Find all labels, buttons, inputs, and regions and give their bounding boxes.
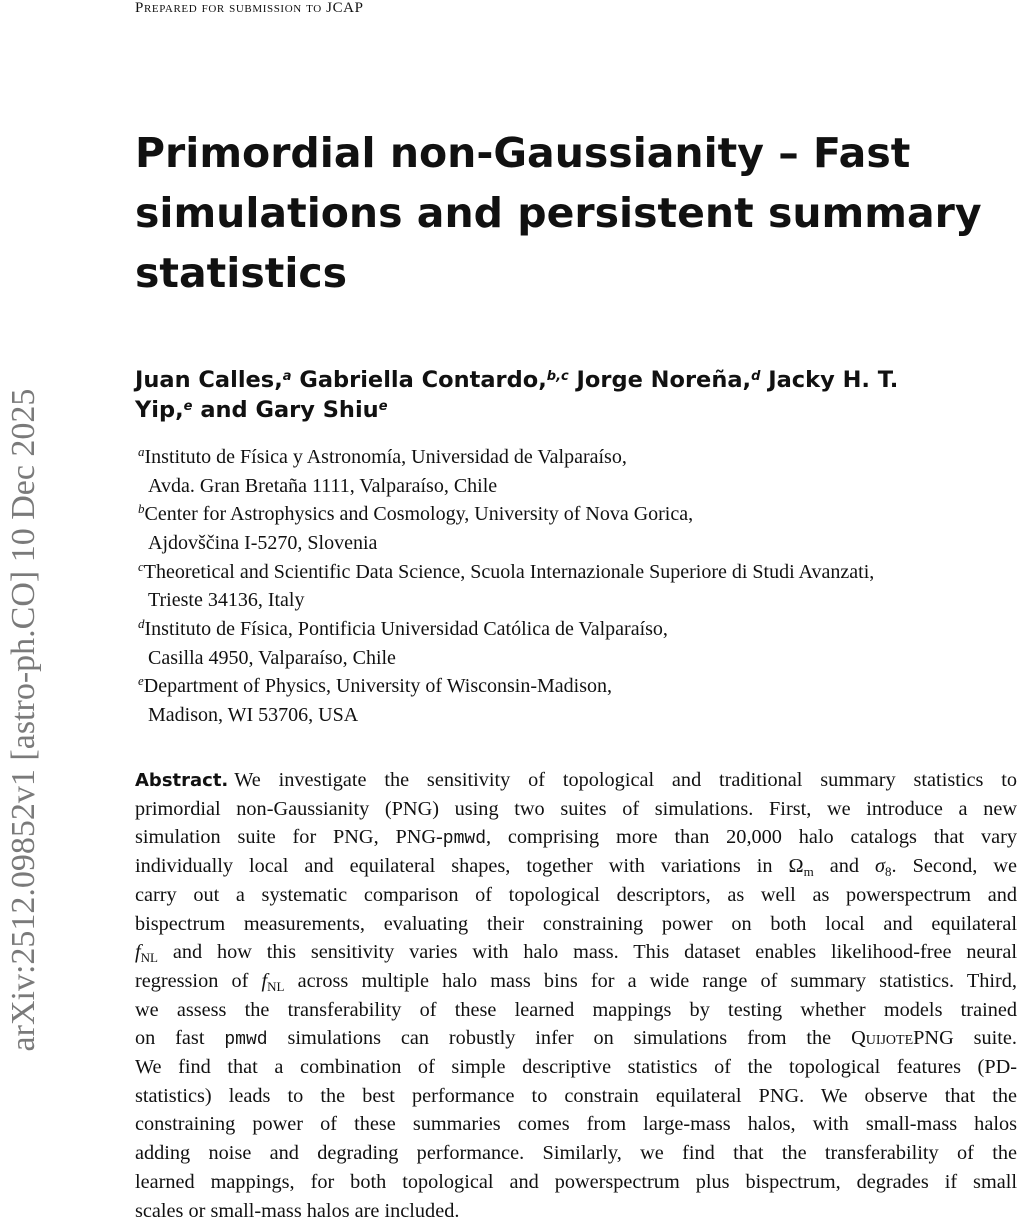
text-run: Avda. Gran Bretaña 1111, Valparaíso, Chile <box>148 475 497 497</box>
text-run: We find that a combination of simple descriptive statistics of the topological features (PD- <box>135 1056 1017 1078</box>
text-run: Jacky H. T. <box>760 367 898 393</box>
math-symbol: f <box>135 941 141 963</box>
abstract-line <box>135 1111 1017 1137</box>
math-symbol: f <box>262 970 268 992</box>
arxiv-identifier-sidebar: arXiv:2512.09852v1 [astro-ph.CO] 10 Dec 2025 <box>5 270 45 1170</box>
text-run: and how this sensitivity varies with halo mass. This dataset enables likelihood-free neural <box>158 941 1017 963</box>
abstract-line <box>135 824 1017 852</box>
text-run: statistics) leads to the best performance to constrain equilateral PNG. We observe that the <box>135 1085 1017 1107</box>
text-run: and <box>814 855 875 877</box>
affiliation-marker: c <box>138 559 144 574</box>
text-run: simulation suite for PNG, PNG- <box>135 826 443 848</box>
title-line: statistics <box>135 248 347 298</box>
abstract-label: Abstract. <box>135 770 228 791</box>
math-symbol: σ <box>875 855 885 877</box>
abstract-line <box>135 1025 1017 1053</box>
abstract-line <box>135 882 1017 908</box>
text-run: simulations can robustly infer on simulations from the <box>268 1027 851 1049</box>
abstract-line <box>135 968 1017 994</box>
text-run: regression of <box>135 970 262 992</box>
text-run: Ajdovščina I-5270, Slovenia <box>148 532 377 554</box>
affiliation-a <box>138 444 627 470</box>
affiliation-marker: a <box>138 444 145 459</box>
text-run: . Second, we <box>892 855 1017 877</box>
text-run: Instituto de Física, Pontificia Universidad Católica de Valparaíso, <box>145 618 668 640</box>
text-run: primordial non-Gaussianity (PNG) using two suites of simulations. First, we introduce a new <box>135 798 1017 820</box>
affiliation-marker: d <box>751 369 760 384</box>
text-run: Trieste 34136, Italy <box>148 589 304 611</box>
affiliation-e <box>138 673 612 699</box>
affiliation-address <box>148 473 497 499</box>
text-run: Casilla 4950, Valparaíso, Chile <box>148 647 396 669</box>
text-run: Department of Physics, University of Wisconsin-Madison, <box>144 675 612 697</box>
text-run: we assess the transferability of these learned mappings by testing whether models trained <box>135 999 1017 1021</box>
text-run: Juan Calles, <box>135 367 283 393</box>
affiliation-marker: b <box>138 501 145 516</box>
text-run: adding noise and degrading performance. Similarly, we find that the transferability of the <box>135 1142 1017 1164</box>
affiliation-marker: b,c <box>547 369 569 384</box>
abstract-line <box>135 853 1017 879</box>
affiliation-marker: e <box>138 673 144 688</box>
text-run: Yip, <box>135 397 184 423</box>
code-text: pmwd <box>443 829 486 849</box>
affiliation-address <box>148 702 358 728</box>
text-run: learned mappings, for both topological and powerspectrum plus bispectrum, degrades if small <box>135 1171 1017 1193</box>
author-line <box>135 395 388 425</box>
abstract-line <box>135 1054 1017 1080</box>
text-run: We investigate the sensitivity of topological and traditional summary statistics to <box>234 769 1017 791</box>
text-run: constraining power of these summaries comes from large-mass halos, with small-mass halos <box>135 1113 1017 1135</box>
code-text: pmwd <box>224 1030 267 1050</box>
affiliation-c <box>138 559 874 585</box>
abstract-line <box>135 1140 1017 1166</box>
math-subscript: 8 <box>885 864 892 879</box>
text-run: Jorge Noreña, <box>569 367 751 393</box>
abstract-line <box>135 1198 1017 1224</box>
affiliation-d <box>138 616 668 642</box>
affiliation-marker: e <box>184 399 193 414</box>
math-subscript: NL <box>267 979 284 994</box>
text-run: Madison, WI 53706, USA <box>148 704 358 726</box>
author-line <box>135 365 898 395</box>
text-run: scales or small-mass halos are included. <box>135 1200 459 1222</box>
journal-header: Prepared for submission to JCAP <box>135 0 364 17</box>
affiliation-address <box>148 530 377 556</box>
title-line: simulations and persistent summary <box>135 188 982 238</box>
text-run: individually local and equilateral shapes, together with variations in Ω <box>135 855 804 877</box>
abstract-line <box>135 767 1017 794</box>
affiliation-b <box>138 501 693 527</box>
affiliation-marker: d <box>138 616 145 631</box>
text-run: Theoretical and Scientific Data Science, Scuola Internazionale Superiore di Studi Avanzati, <box>144 561 874 583</box>
text-run: on fast <box>135 1027 224 1049</box>
text-run: and Gary Shiu <box>193 397 379 423</box>
abstract-line <box>135 796 1017 822</box>
abstract-line <box>135 1083 1017 1109</box>
text-run: suite. <box>954 1027 1017 1049</box>
title-line: Primordial non-Gaussianity – Fast <box>135 128 910 178</box>
affiliation-address <box>148 645 396 671</box>
affiliation-marker: a <box>283 369 292 384</box>
math-subscript: m <box>804 864 814 879</box>
text-run: Gabriella Contardo, <box>292 367 547 393</box>
math-subscript: NL <box>141 950 158 965</box>
abstract-line <box>135 997 1017 1023</box>
text-run: across multiple halo mass bins for a wide range of summary statistics. Third, <box>285 970 1017 992</box>
suite-name: QuijotePNG <box>851 1027 954 1049</box>
text-run: Instituto de Física y Astronomía, Universidad de Valparaíso, <box>145 446 627 468</box>
text-run: bispectrum measurements, evaluating their constraining power on both local and equilateral <box>135 913 1017 935</box>
affiliation-address <box>148 587 304 613</box>
abstract-line <box>135 911 1017 937</box>
affiliation-marker: e <box>379 399 388 414</box>
abstract-line <box>135 939 1017 965</box>
abstract-line <box>135 1169 1017 1195</box>
text-run: carry out a systematic comparison of topological descriptors, as well as powerspectrum and <box>135 884 1017 906</box>
text-run: Center for Astrophysics and Cosmology, University of Nova Gorica, <box>145 503 694 525</box>
text-run: , comprising more than 20,000 halo catalogs that vary <box>486 826 1017 848</box>
